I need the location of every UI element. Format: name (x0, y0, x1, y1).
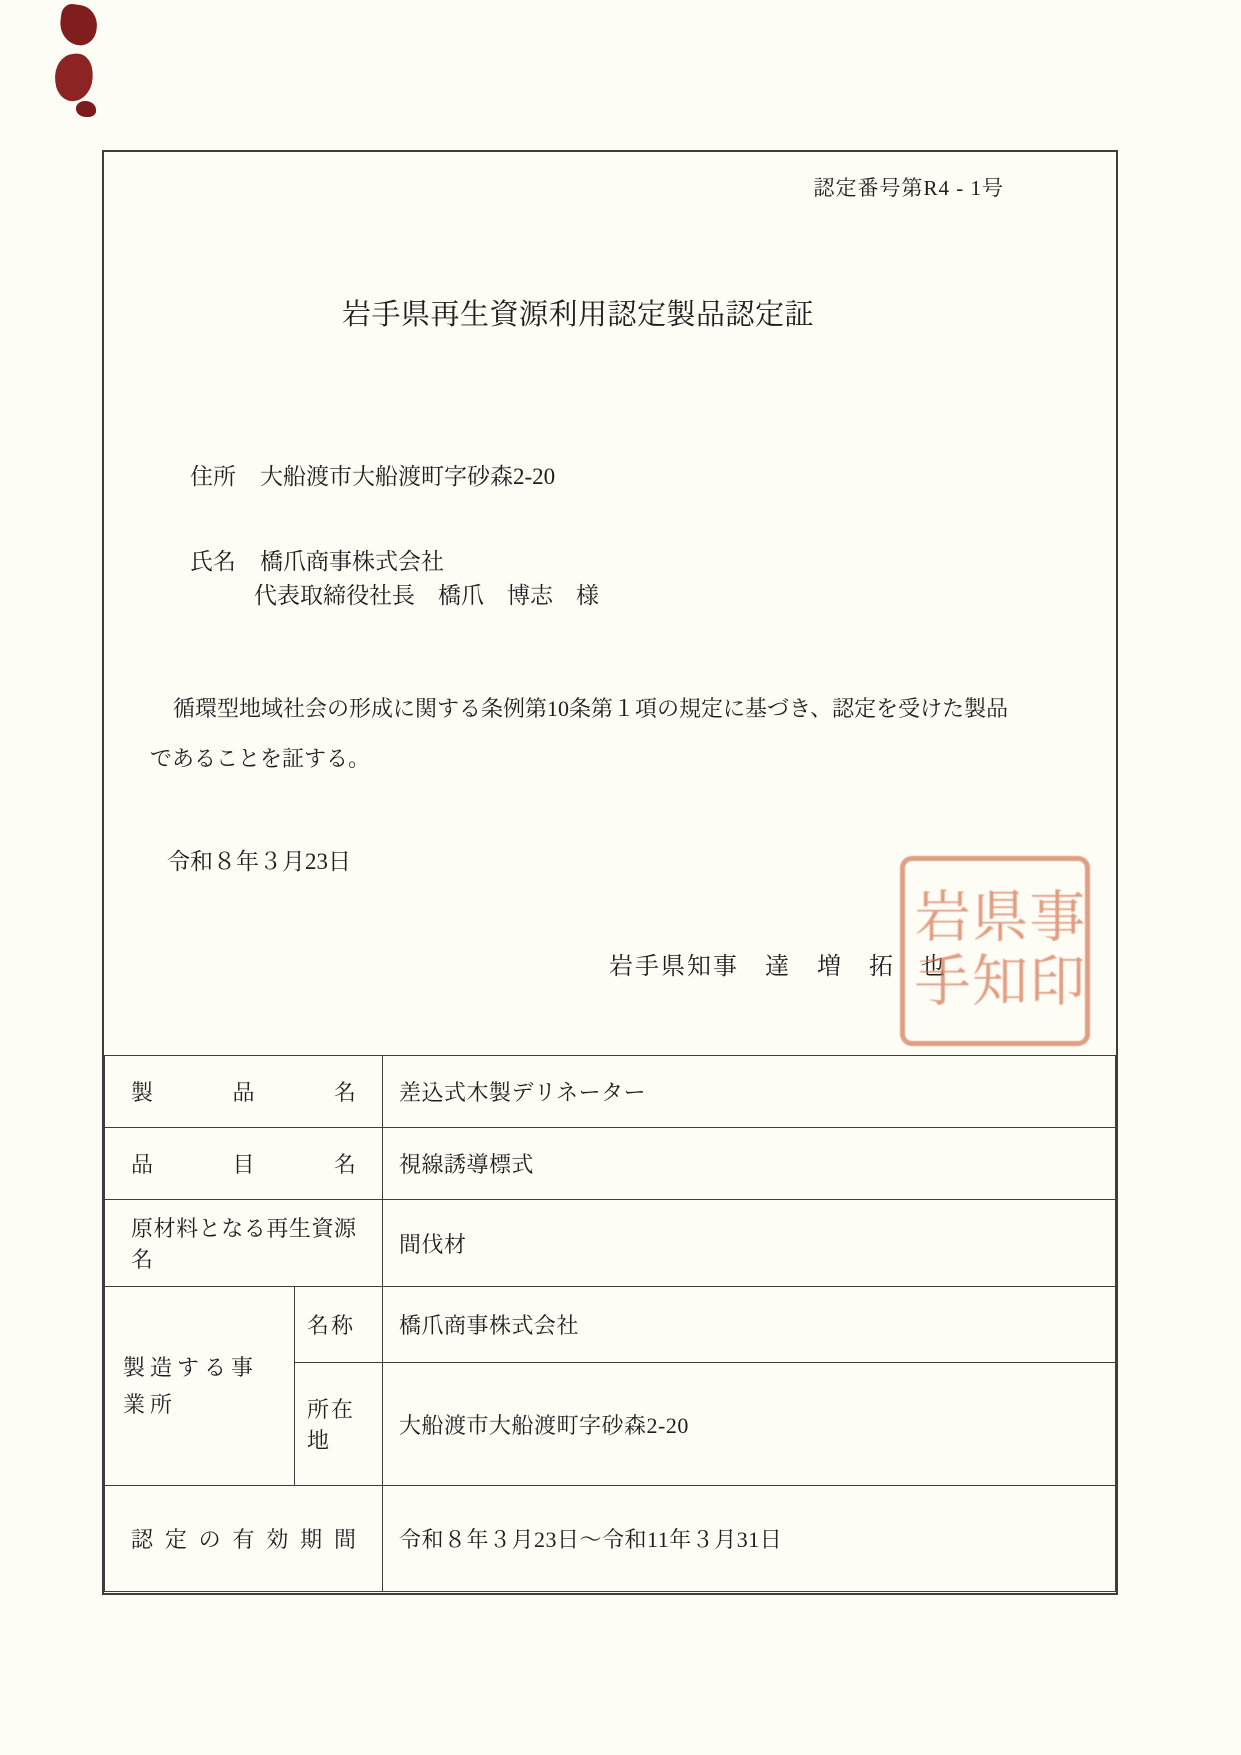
address-row (190, 458, 555, 491)
table-row-raw-material (105, 1200, 1116, 1287)
company-name: 橋爪商事株式会社 (260, 549, 444, 574)
certificate-number: 認定番号第R4 - 1号 (813, 176, 1004, 200)
validity-period-label: 認定の有効期間 (105, 1486, 383, 1592)
certificate-body-text: 循環型地域社会の形成に関する条例第10条第１項の規定に基づき、認定を受けた製品であることを証する。 (150, 696, 1009, 771)
table-row-product-name (105, 1056, 1116, 1128)
certificate-title: 岩手県再生資源利用認定製品認定証 (342, 299, 815, 331)
address-value: 大船渡市大船渡町字砂森2-20 (260, 464, 556, 489)
item-name-value: 視線誘導標式 (383, 1128, 1116, 1200)
seal-text-column: 県知 (963, 887, 1026, 1015)
product-name-value: 差込式木製デリネーター (383, 1056, 1116, 1128)
representative-line: 代表取締役社長 橋爪 博志 様 (254, 583, 599, 608)
governor-signature: 岩手県知事 達 増 拓 也 (609, 954, 947, 980)
scan-artifact (57, 3, 99, 48)
raw-material-label: 原材料となる再生資源名 (105, 1200, 383, 1287)
product-name-label: 製品名 (105, 1056, 383, 1128)
name-row (190, 543, 444, 576)
item-name-label: 品目名 (105, 1128, 383, 1200)
table-row-manufacturer-name (105, 1287, 1116, 1363)
scan-artifact (76, 101, 96, 117)
validity-period-value: 令和８年３月23日～令和11年３月31日 (383, 1486, 1116, 1592)
table-row-item-name (105, 1128, 1116, 1200)
name-label: 氏名 (190, 549, 236, 574)
manufacturer-name-value: 橋爪商事株式会社 (383, 1287, 1116, 1363)
address-label: 住所 (190, 464, 236, 489)
manufacturer-name-label: 名称 (295, 1287, 383, 1363)
raw-material-value: 間伐材 (383, 1200, 1116, 1287)
issue-date: 令和８年３月23日 (167, 849, 351, 874)
table-row-validity-period (105, 1486, 1116, 1592)
manufacturer-location-value: 大船渡市大船渡町字砂森2-20 (383, 1363, 1116, 1486)
seal-text-column: 岩手 (906, 887, 969, 1015)
scan-artifact (53, 52, 96, 103)
certification-table (104, 1055, 1116, 1592)
governor-seal-stamp-icon (900, 856, 1090, 1046)
manufacturer-location-label: 所在地 (295, 1363, 383, 1486)
manufacturer-label: 製造する事業所 (105, 1287, 295, 1486)
certificate-border (102, 150, 1118, 1595)
seal-text-column: 事印 (1021, 887, 1084, 1015)
